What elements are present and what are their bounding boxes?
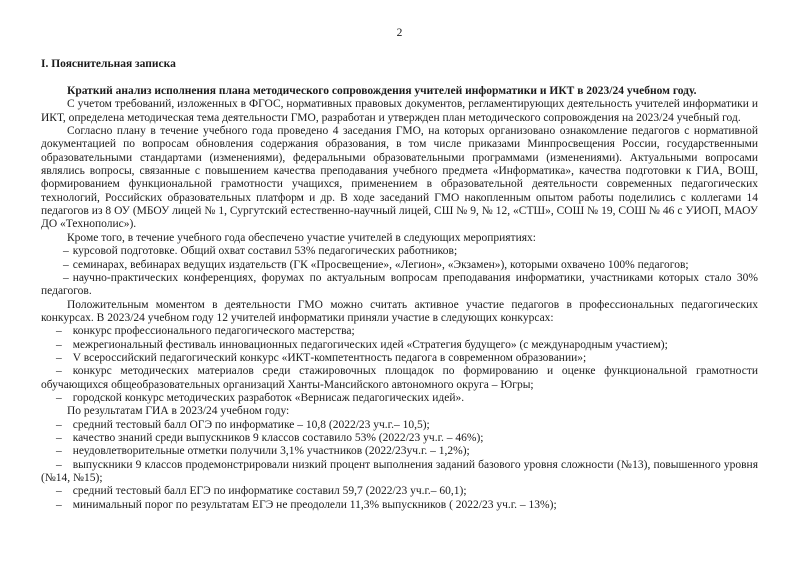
gia-result-item-text: качество знаний среди выпускников 9 классов составило 53% (2022/23 уч.г. – 46%);: [72, 431, 484, 444]
gia-result-item-text: средний тестовый балл ЕГЭ по информатике составил 59,7 (2022/23 уч.г.– 60,1);: [72, 485, 467, 498]
list-dash: –: [56, 338, 62, 351]
list-dash: –: [56, 351, 62, 364]
paragraph-events-lead: Кроме того, в течение учебного года обеспечено участие учителей в следующих мероприятиях:: [67, 231, 536, 244]
gia-result-item-text: средний тестовый балл ОГЭ по информатике – 10,8 (2022/23 уч.г.– 10,5);: [72, 418, 430, 431]
paragraph-gia-lead: По результатам ГИА в 2023/24 учебном году:: [67, 405, 290, 418]
section-heading: I. Пояснительная записка: [41, 58, 176, 71]
gia-result-item: [41, 485, 758, 498]
gia-result-item-text: неудовлетворительные отметки получили 3,1% участников (2022/23уч.г. – 1,2%);: [72, 445, 470, 458]
contest-list-item: [41, 365, 758, 392]
list-dash: –: [63, 245, 69, 258]
event-list-item: [41, 259, 758, 272]
gia-result-item-text: минимальный порог по результатам ЕГЭ не преодолели 11,3% выпускников ( 2022/23 уч.г. – 13%);: [72, 498, 557, 511]
event-list-item-text: семинарах, вебинарах ведущих издательств (ГК «Просвещение», «Легион», «Экзамен»), которыми охвачено 100% педагогов;: [72, 258, 689, 271]
list-dash: –: [56, 445, 62, 458]
gia-result-item: [41, 432, 758, 445]
summary-title-paragraph: Краткий анализ исполнения плана методического сопровождения учителей информатики и ИКТ в 2023/24 учебном году.: [67, 85, 697, 98]
contest-list-item: [41, 325, 758, 338]
contest-list-item-text: V всероссийский педагогический конкурс «ИКТ-компетентность педагога в современном образовании»;: [72, 351, 587, 364]
contest-list-item: [41, 352, 758, 365]
list-dash: –: [56, 431, 62, 444]
gia-result-item-text: выпускники 9 классов продемонстрировали низкий процент выполнения заданий базового уровня сложности (№13), повышенного уровня (№14, №15);: [41, 458, 758, 484]
list-dash: –: [56, 391, 62, 404]
event-list-item-text: курсовой подготовке. Общий охват составил 53% педагогических работников;: [72, 245, 458, 258]
list-dash: –: [56, 498, 62, 511]
paragraph-meetings: Согласно плану в течение учебного года проведено 4 заседания ГМО, на которых организовано ознакомление педагогов с нормативной документацией по вопросам обновления содержания образования, в том числе приказами Минпросвещения России, государственными образовательными стандартами (изменениями), федеральными образовательными программами (изменениями). Актуальными вопросами являлись вопросы, связанные с повышением качества преподавания учебного предмета «Информатика», качества подготовки к ГИА, ВОШ, формированием функциональной грамотности учащихся, применением в образовательной деятельности современных педагогических технологий, Российских образовательных платформ и др. В ходе заседаний ГМО накопленным опытом работы поделились с коллегами 14 педагогов из 8 ОУ (МБОУ лицей № 1, Сургутский естественно-научный лицей, СШ № 9, № 12, «СТШ», СОШ № 19, СОШ № 46 с УИОП, МАОУ ДО «Технополис»).: [41, 125, 758, 231]
contest-list-item-text: конкурс методических материалов среди стажировочных площадок по формированию и оценке функциональной грамотности обучающихся общеобразовательных организаций Ханты-Мансийского автономного округа – Югры;: [41, 365, 758, 391]
contest-list-item-text: межрегиональный фестиваль инновационных педагогических идей «Стратегия будущего» (с международным участием);: [72, 338, 668, 351]
gia-result-item: [41, 445, 758, 458]
paragraph-contests-lead: Положительным моментом в деятельности ГМО можно считать активное участие педагогов в профессиональных педагогических конкурсах. В 2023/24 учебном году 12 учителей информатики приняли участие в следующих конкурсах:: [41, 298, 758, 324]
list-dash: –: [56, 365, 62, 378]
gia-result-item: [41, 499, 758, 512]
event-list-item: [41, 245, 758, 258]
event-list-item-text: научно-практических конференциях, форумах по актуальным вопросам преподавания информатики, участниками которых стало 30% педагогов.: [41, 271, 758, 298]
contest-list-item: [41, 339, 758, 352]
list-dash: –: [63, 271, 69, 284]
list-dash: –: [56, 418, 62, 431]
paragraph-fgos: С учетом требований, изложенных в ФГОС, нормативных правовых документов, регламентирующих деятельность учителей информатики и ИКТ, определена методическая тема деятельности ГМО, разработан и утвержден план методического сопровождения на 2023/24 учебный год.: [41, 98, 758, 124]
contest-list-item: [41, 392, 758, 405]
contest-list-item-text: конкурс профессионального педагогического мастерства;: [72, 325, 355, 338]
list-dash: –: [56, 458, 62, 471]
contest-list-item-text: городской конкурс методических разработок «Вернисаж педагогических идей».: [72, 391, 465, 404]
gia-result-item: [41, 419, 758, 432]
list-dash: –: [56, 325, 62, 338]
event-list-item: [41, 272, 758, 299]
gia-result-item: [41, 459, 758, 486]
list-dash: –: [63, 258, 69, 271]
page-number: 2: [396, 27, 403, 39]
list-dash: –: [56, 485, 62, 498]
